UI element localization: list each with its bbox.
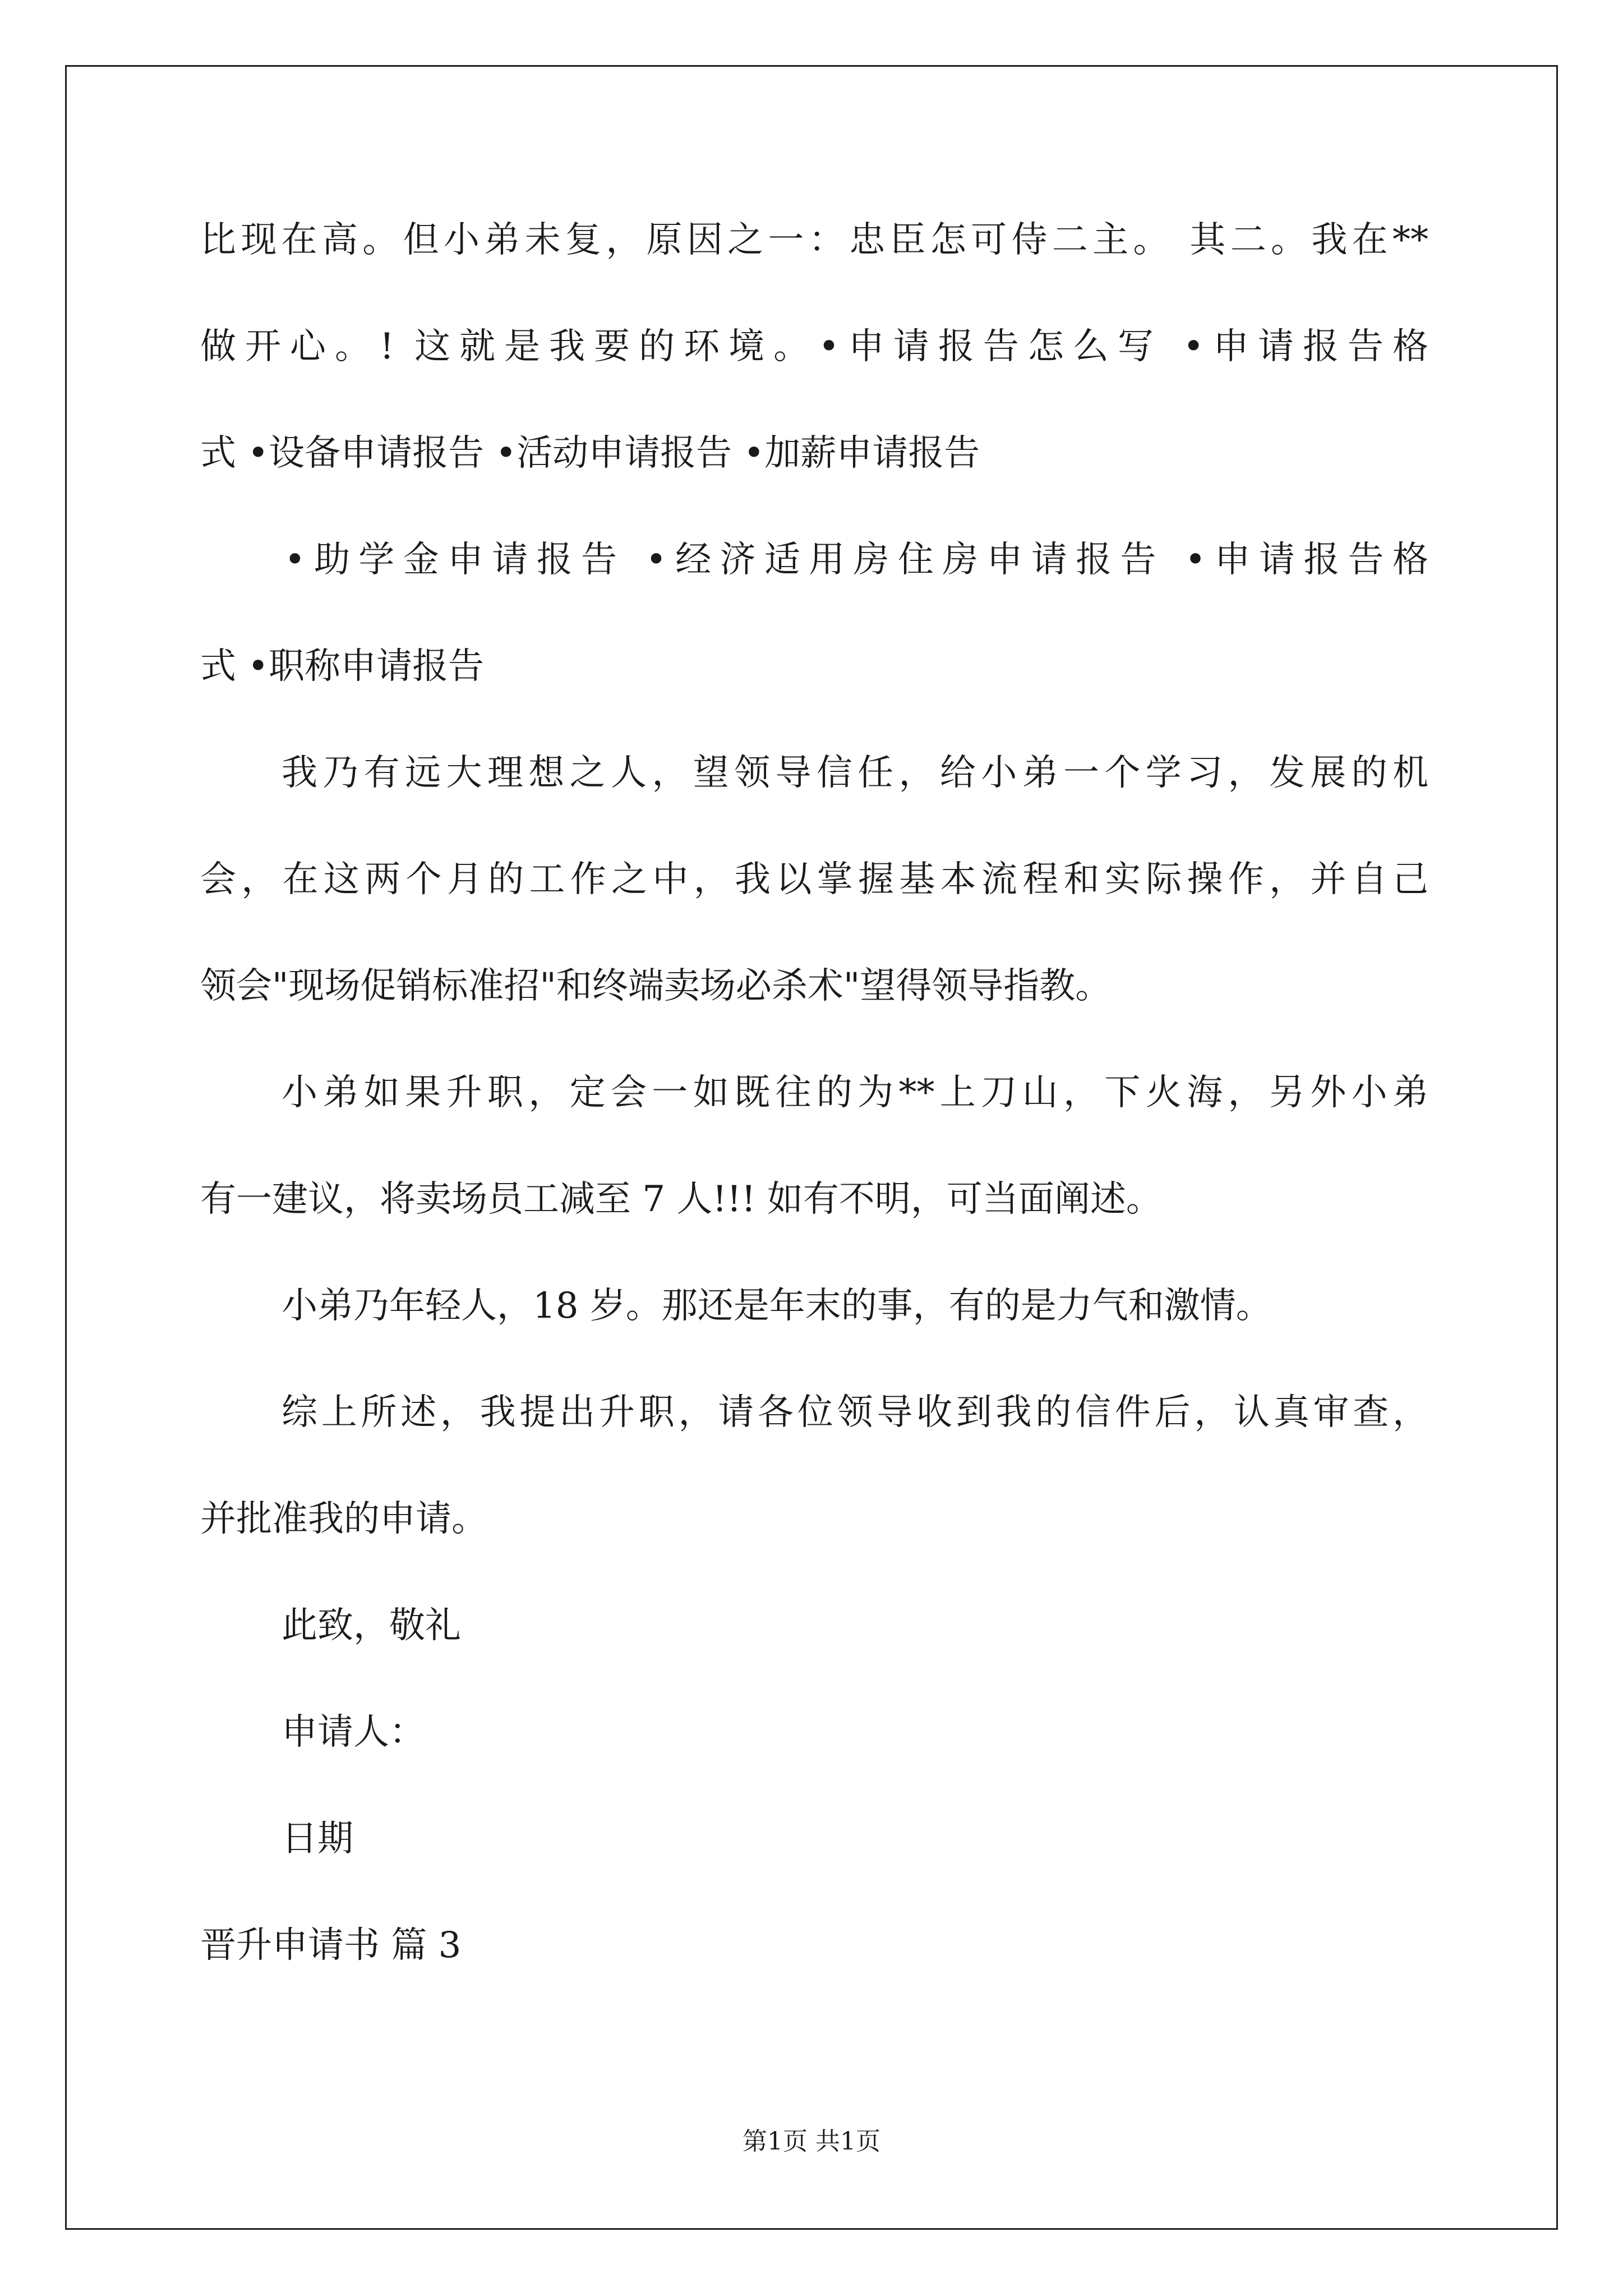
- text-line: 小弟乃年轻人，18 岁。那还是年末的事，有的是力气和激情。: [282, 1285, 1272, 1327]
- text-line: 领会"现场促销标准招"和终端卖场必杀术"望得领导指教。: [200, 965, 1112, 1007]
- text-line: 此致，敬礼: [282, 1605, 461, 1646]
- text-line: 并批准我的申请。: [200, 1498, 487, 1540]
- page-border: [65, 65, 1558, 2230]
- text-line: 会，在这两个月的工作之中，我以掌握基本流程和实际操作，并自己: [200, 859, 1428, 900]
- text-line: 日期: [282, 1818, 353, 1860]
- text-line: 综上所述，我提出升职，请各位领导收到我的信件后，认真审查，: [282, 1392, 1428, 1433]
- text-line: 申请人：: [282, 1711, 425, 1753]
- text-line: 式 •设备申请报告 •活动申请报告 •加薪申请报告: [200, 432, 980, 474]
- text-line: •助学金申请报告 •经济适用房住房申请报告 •申请报告格: [284, 539, 1428, 581]
- text-line: 比现在高。但小弟未复，原因之一：忠臣怎可侍二主。 其二。我在**: [200, 219, 1428, 261]
- text-line: 我乃有远大理想之人，望领导信任，给小弟一个学习，发展的机: [282, 752, 1428, 794]
- text-line: 式 •职称申请报告: [200, 646, 485, 687]
- text-line: 有一建议，将卖场员工减至 7 人!!! 如有不明，可当面阐述。: [200, 1179, 1162, 1220]
- text-line: 小弟如果升职，定会一如既往的为**上刀山，下火海，另外小弟: [282, 1072, 1428, 1114]
- page-footer: 第1页 共1页: [743, 2127, 880, 2156]
- section-heading: 晋升申请书 篇 3: [200, 1925, 462, 1966]
- text-line: 做开心。! 这就是我要的环境。•申请报告怎么写 •申请报告格: [200, 326, 1428, 367]
